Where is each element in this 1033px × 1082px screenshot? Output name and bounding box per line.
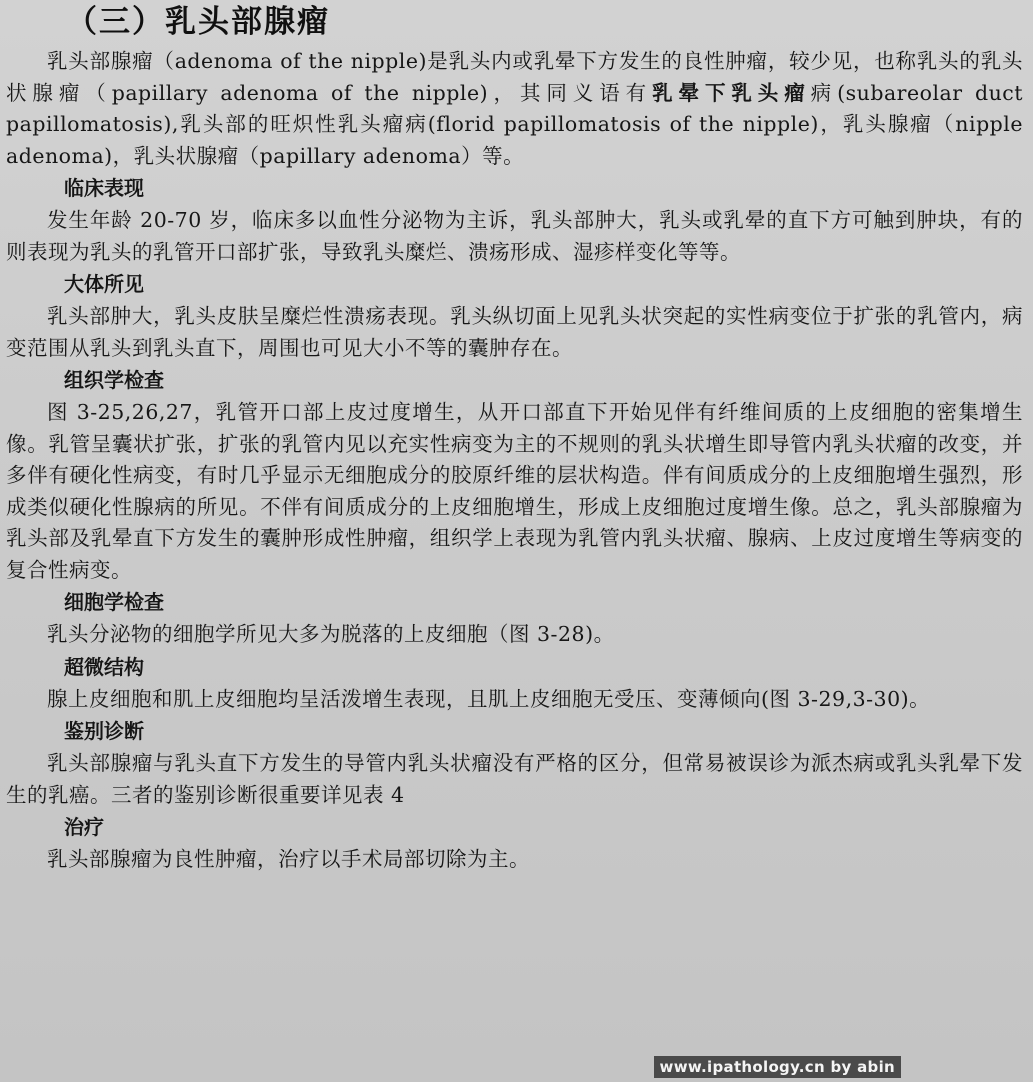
intro-text-after: 病(subareolar duct papillomatosis),乳头部的旺炽性乳头瘤病(florid papillomatosis of the nipple)，乳头腺瘤（nipple adenoma)，乳头状腺瘤（papillary adenoma）等。 — [6, 80, 1024, 168]
section-heading: 细胞学检查 — [64, 590, 164, 614]
section-heading: 治疗 — [64, 815, 104, 839]
section-paragraph: 乳头部肿大，乳头皮肤呈糜烂性溃疡表现。乳头纵切面上见乳头状突起的实性病变位于扩张的乳管内，病变范围从乳头到乳头直下，周围也可见大小不等的囊肿存在。 — [6, 304, 1023, 360]
page-title: （三）乳头部腺瘤 — [66, 4, 330, 40]
section-differential — [6, 715, 1023, 811]
section-paragraph: 乳头部腺瘤为良性肿瘤，治疗以手术局部切除为主。 — [47, 847, 530, 871]
section-cytology — [6, 586, 1023, 651]
intro-paragraph — [6, 46, 1023, 172]
section-paragraph: 图 3-25,26,27，乳管开口部上皮过度增生，从开口部直下开始见伴有纤维间质的上皮细胞的密集增生像。乳管呈囊状扩张，扩张的乳管内见以充实性病变为主的不规则的乳头状增生即导管内乳头状瘤的改变，并多伴有硬化性病变，有时几乎显示无细胞成分的胶原纤维的层状构造。伴有间质成分的上皮细胞增生强烈，形成类似硬化性腺病的所见。不伴有间质成分的上皮细胞增生，形成上皮细胞过度增生像。总之，乳头部腺瘤为乳头部及乳晕直下方发生的囊肿形成性肿瘤，组织学上表现为乳管内乳头状瘤、腺病、上皮过度增生等病变的复合性病变。 — [6, 400, 1023, 582]
section-ultrastructure — [6, 651, 1023, 716]
intro-text-before: 乳头部腺瘤（adenoma of the nipple)是乳头内或乳晕下方发生的良性肿瘤，较少见，也称乳头的乳头状腺瘤（papillary adenoma of the nipple)，其同义语有 — [6, 49, 1023, 105]
section-paragraph: 发生年龄 20-70 岁，临床多以血性分泌物为主诉，乳头部肿大，乳头或乳晕的直下方可触到肿块，有的则表现为乳头的乳管开口部扩张，导致乳头糜烂、溃疡形成、湿疹样变化等等。 — [6, 208, 1023, 264]
section-treatment — [6, 811, 1023, 876]
section-paragraph: 乳头部腺瘤与乳头直下方发生的导管内乳头状瘤没有严格的区分，但常易被误诊为派杰病或乳头乳晕下发生的乳癌。三者的鉴别诊断很重要详见表 4 — [6, 751, 1023, 807]
section-paragraph: 乳头分泌物的细胞学所见大多为脱落的上皮细胞（图 3-28)。 — [47, 622, 615, 646]
section-heading: 超微结构 — [64, 654, 144, 679]
section-heading: 大体所见 — [64, 272, 144, 296]
intro-highlight: 乳晕下乳头瘤 — [652, 80, 811, 105]
section-histology — [6, 364, 1023, 586]
section-paragraph: 腺上皮细胞和肌上皮细胞均呈活泼增生表现，且肌上皮细胞无受压、变薄倾向(图 3-29,3-30)。 — [47, 686, 931, 711]
section-heading: 组织学检查 — [64, 368, 164, 392]
section-gross — [6, 268, 1023, 364]
section-heading: 鉴别诊断 — [64, 719, 144, 743]
section-clinical — [6, 172, 1023, 268]
section-heading: 临床表现 — [64, 176, 144, 200]
watermark: www.ipathology.cn by abin — [654, 1056, 901, 1078]
